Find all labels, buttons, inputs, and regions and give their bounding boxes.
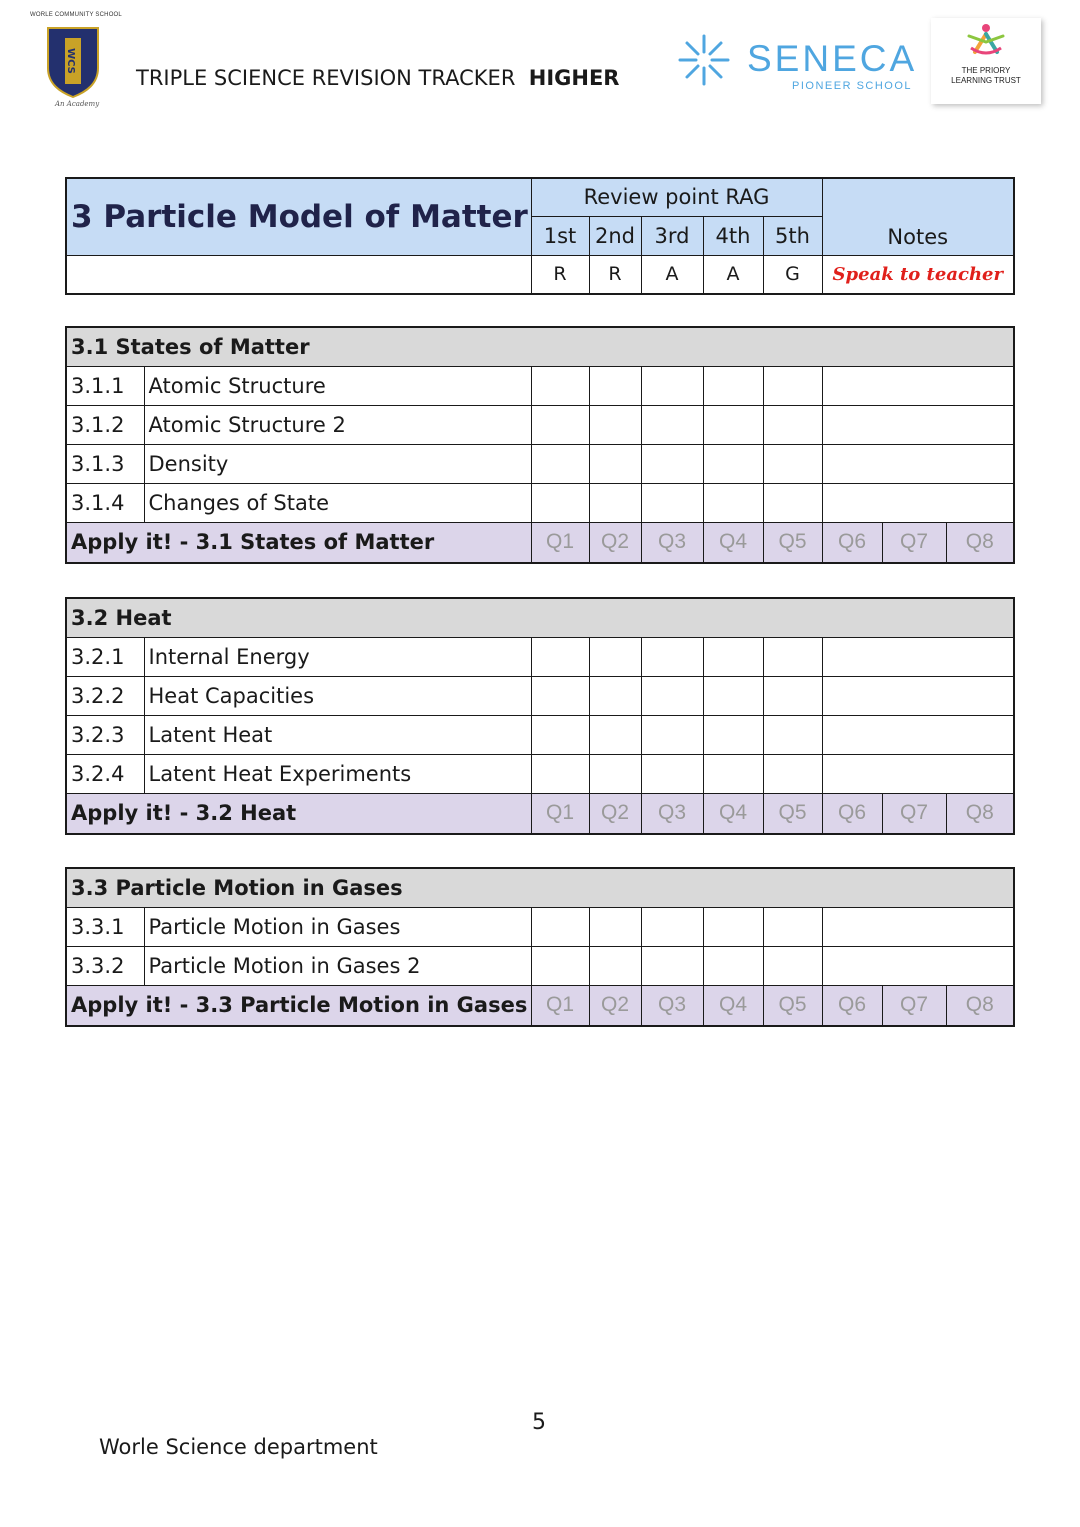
seneca-subtitle: PIONEER SCHOOL: [792, 80, 913, 92]
question-cell[interactable]: Q2: [589, 793, 641, 834]
notes-cell[interactable]: [822, 444, 1014, 483]
subtopic-name: Particle Motion in Gases: [144, 907, 531, 946]
notes-value[interactable]: Speak to teacher: [822, 255, 1014, 294]
rag-cell[interactable]: [763, 907, 822, 946]
rag-cell[interactable]: R: [589, 255, 641, 294]
review-3rd: 3rd: [641, 216, 703, 255]
rag-cell[interactable]: [641, 483, 703, 522]
question-cell[interactable]: Q1: [531, 522, 589, 563]
question-cell[interactable]: Q1: [531, 793, 589, 834]
review-1st: 1st: [531, 216, 589, 255]
section-title: 3.3 Particle Motion in Gases: [66, 868, 1014, 907]
rag-cell[interactable]: [763, 946, 822, 985]
rag-cell[interactable]: [763, 637, 822, 676]
rag-cell[interactable]: [589, 946, 641, 985]
seneca-star-icon: [676, 32, 732, 88]
rag-cell[interactable]: [703, 715, 763, 754]
rag-cell[interactable]: [531, 715, 589, 754]
rag-cell[interactable]: A: [641, 255, 703, 294]
notes-cell[interactable]: [822, 366, 1014, 405]
subtopic-code: 3.1.1: [66, 366, 144, 405]
question-cell[interactable]: Q8: [946, 793, 1014, 834]
question-cell[interactable]: Q6: [822, 793, 882, 834]
rag-cell[interactable]: [589, 715, 641, 754]
rag-cell[interactable]: [589, 754, 641, 793]
subtopic-name: Latent Heat Experiments: [144, 754, 531, 793]
rag-cell[interactable]: [703, 405, 763, 444]
subtopic-code: 3.1.2: [66, 405, 144, 444]
rag-cell[interactable]: [641, 444, 703, 483]
section-table: [65, 867, 1015, 1027]
notes-header: Notes: [822, 178, 1014, 255]
section-table: [65, 597, 1015, 835]
rag-cell[interactable]: [763, 754, 822, 793]
question-cell[interactable]: Q5: [763, 522, 822, 563]
rag-cell[interactable]: [531, 754, 589, 793]
notes-cell[interactable]: [822, 946, 1014, 985]
question-cell[interactable]: Q3: [641, 793, 703, 834]
subtopic-code: 3.1.3: [66, 444, 144, 483]
rag-cell[interactable]: A: [703, 255, 763, 294]
document-title: [136, 66, 619, 90]
question-cell[interactable]: Q4: [703, 793, 763, 834]
rag-cell[interactable]: [531, 676, 589, 715]
notes-cell[interactable]: [822, 637, 1014, 676]
rag-cell[interactable]: [763, 444, 822, 483]
question-cell[interactable]: Q6: [822, 522, 882, 563]
rag-cell[interactable]: [531, 483, 589, 522]
notes-cell[interactable]: [822, 907, 1014, 946]
rag-cell[interactable]: [703, 946, 763, 985]
question-cell[interactable]: Q3: [641, 985, 703, 1026]
question-cell[interactable]: Q5: [763, 793, 822, 834]
rag-cell[interactable]: G: [763, 255, 822, 294]
question-cell[interactable]: Q7: [882, 793, 946, 834]
question-cell[interactable]: Q4: [703, 985, 763, 1026]
rag-cell[interactable]: [763, 483, 822, 522]
apply-it-label: Apply it! - 3.3 Particle Motion in Gases: [66, 985, 531, 1026]
subtopic-code: 3.2.2: [66, 676, 144, 715]
subtopic-name: Particle Motion in Gases 2: [144, 946, 531, 985]
subtopic-code: 3.3.2: [66, 946, 144, 985]
rag-cell[interactable]: R: [531, 255, 589, 294]
rag-cell[interactable]: [763, 676, 822, 715]
review-4th: 4th: [703, 216, 763, 255]
rag-cell[interactable]: [763, 405, 822, 444]
priory-trust-name: THE PRIORY LEARNING TRUST: [951, 66, 1021, 85]
section-table: [65, 326, 1015, 564]
title-text: TRIPLE SCIENCE REVISION TRACKER: [136, 66, 516, 90]
rag-cell[interactable]: [589, 483, 641, 522]
topic-title: 3 Particle Model of Matter: [66, 178, 531, 255]
subtopic-code: 3.3.1: [66, 907, 144, 946]
crest-motto: An Academy: [55, 100, 100, 108]
rag-cell[interactable]: [589, 444, 641, 483]
notes-cell[interactable]: [822, 754, 1014, 793]
subtopic-name: Atomic Structure 2: [144, 405, 531, 444]
notes-cell[interactable]: [822, 483, 1014, 522]
rag-cell[interactable]: [641, 366, 703, 405]
topic-table: [65, 177, 1015, 295]
question-cell[interactable]: Q2: [589, 522, 641, 563]
rag-cell[interactable]: [763, 715, 822, 754]
review-5th: 5th: [763, 216, 822, 255]
subtopic-code: 3.2.1: [66, 637, 144, 676]
rag-cell[interactable]: [531, 444, 589, 483]
level-text: HIGHER: [528, 66, 620, 90]
rag-cell[interactable]: [703, 366, 763, 405]
subtopic-name: Heat Capacities: [144, 676, 531, 715]
subtopic-name: Atomic Structure: [144, 366, 531, 405]
question-cell[interactable]: Q7: [882, 985, 946, 1026]
rag-cell[interactable]: [641, 676, 703, 715]
apply-it-label: Apply it! - 3.2 Heat: [66, 793, 531, 834]
question-cell[interactable]: Q1: [531, 985, 589, 1026]
rag-cell[interactable]: [531, 907, 589, 946]
question-cell[interactable]: Q8: [946, 522, 1014, 563]
question-cell[interactable]: Q5: [763, 985, 822, 1026]
section-title: 3.2 Heat: [66, 598, 1014, 637]
notes-cell[interactable]: [822, 715, 1014, 754]
rag-cell[interactable]: [531, 637, 589, 676]
priory-trust-logo-icon: [963, 22, 1009, 62]
notes-cell[interactable]: [822, 676, 1014, 715]
question-cell[interactable]: Q4: [703, 522, 763, 563]
subtopic-name: Internal Energy: [144, 637, 531, 676]
subtopic-code: 3.1.4: [66, 483, 144, 522]
rag-cell[interactable]: [703, 907, 763, 946]
question-cell[interactable]: Q6: [822, 985, 882, 1026]
rag-cell[interactable]: [531, 366, 589, 405]
rag-cell[interactable]: [641, 907, 703, 946]
rag-cell[interactable]: [641, 946, 703, 985]
rag-cell[interactable]: [531, 405, 589, 444]
question-cell[interactable]: Q3: [641, 522, 703, 563]
subtopic-name: Latent Heat: [144, 715, 531, 754]
question-cell[interactable]: Q2: [589, 985, 641, 1026]
review-2nd: 2nd: [589, 216, 641, 255]
rag-cell[interactable]: [641, 405, 703, 444]
subtopic-name: Density: [144, 444, 531, 483]
seneca-logo-text: SENECA: [747, 38, 918, 79]
rag-cell[interactable]: [589, 405, 641, 444]
rag-cell[interactable]: [703, 483, 763, 522]
question-cell[interactable]: Q7: [882, 522, 946, 563]
notes-cell[interactable]: [822, 405, 1014, 444]
rag-cell[interactable]: [641, 715, 703, 754]
rag-cell[interactable]: [589, 637, 641, 676]
page-number: 5: [532, 1410, 546, 1435]
school-name: WORLE COMMUNITY SCHOOL: [30, 12, 122, 18]
subtopic-name: Changes of State: [144, 483, 531, 522]
rag-cell[interactable]: [531, 946, 589, 985]
question-cell[interactable]: Q8: [946, 985, 1014, 1026]
subtopic-code: 3.2.4: [66, 754, 144, 793]
review-point-header: Review point RAG: [531, 178, 822, 216]
school-crest-logo: [46, 26, 100, 98]
crest-letters: WCS: [65, 48, 76, 74]
rag-cell[interactable]: [641, 754, 703, 793]
rag-cell[interactable]: [703, 676, 763, 715]
footer-department: Worle Science department: [99, 1435, 378, 1459]
rag-cell[interactable]: [589, 366, 641, 405]
subtopic-code: 3.2.3: [66, 715, 144, 754]
apply-it-label: Apply it! - 3.1 States of Matter: [66, 522, 531, 563]
rag-cell[interactable]: [589, 676, 641, 715]
rag-cell[interactable]: [703, 754, 763, 793]
rag-cell[interactable]: [641, 637, 703, 676]
section-title: 3.1 States of Matter: [66, 327, 1014, 366]
rag-cell[interactable]: [703, 444, 763, 483]
rag-cell[interactable]: [703, 637, 763, 676]
topic-blank-cell: [66, 255, 531, 294]
rag-cell[interactable]: [763, 366, 822, 405]
rag-cell[interactable]: [589, 907, 641, 946]
